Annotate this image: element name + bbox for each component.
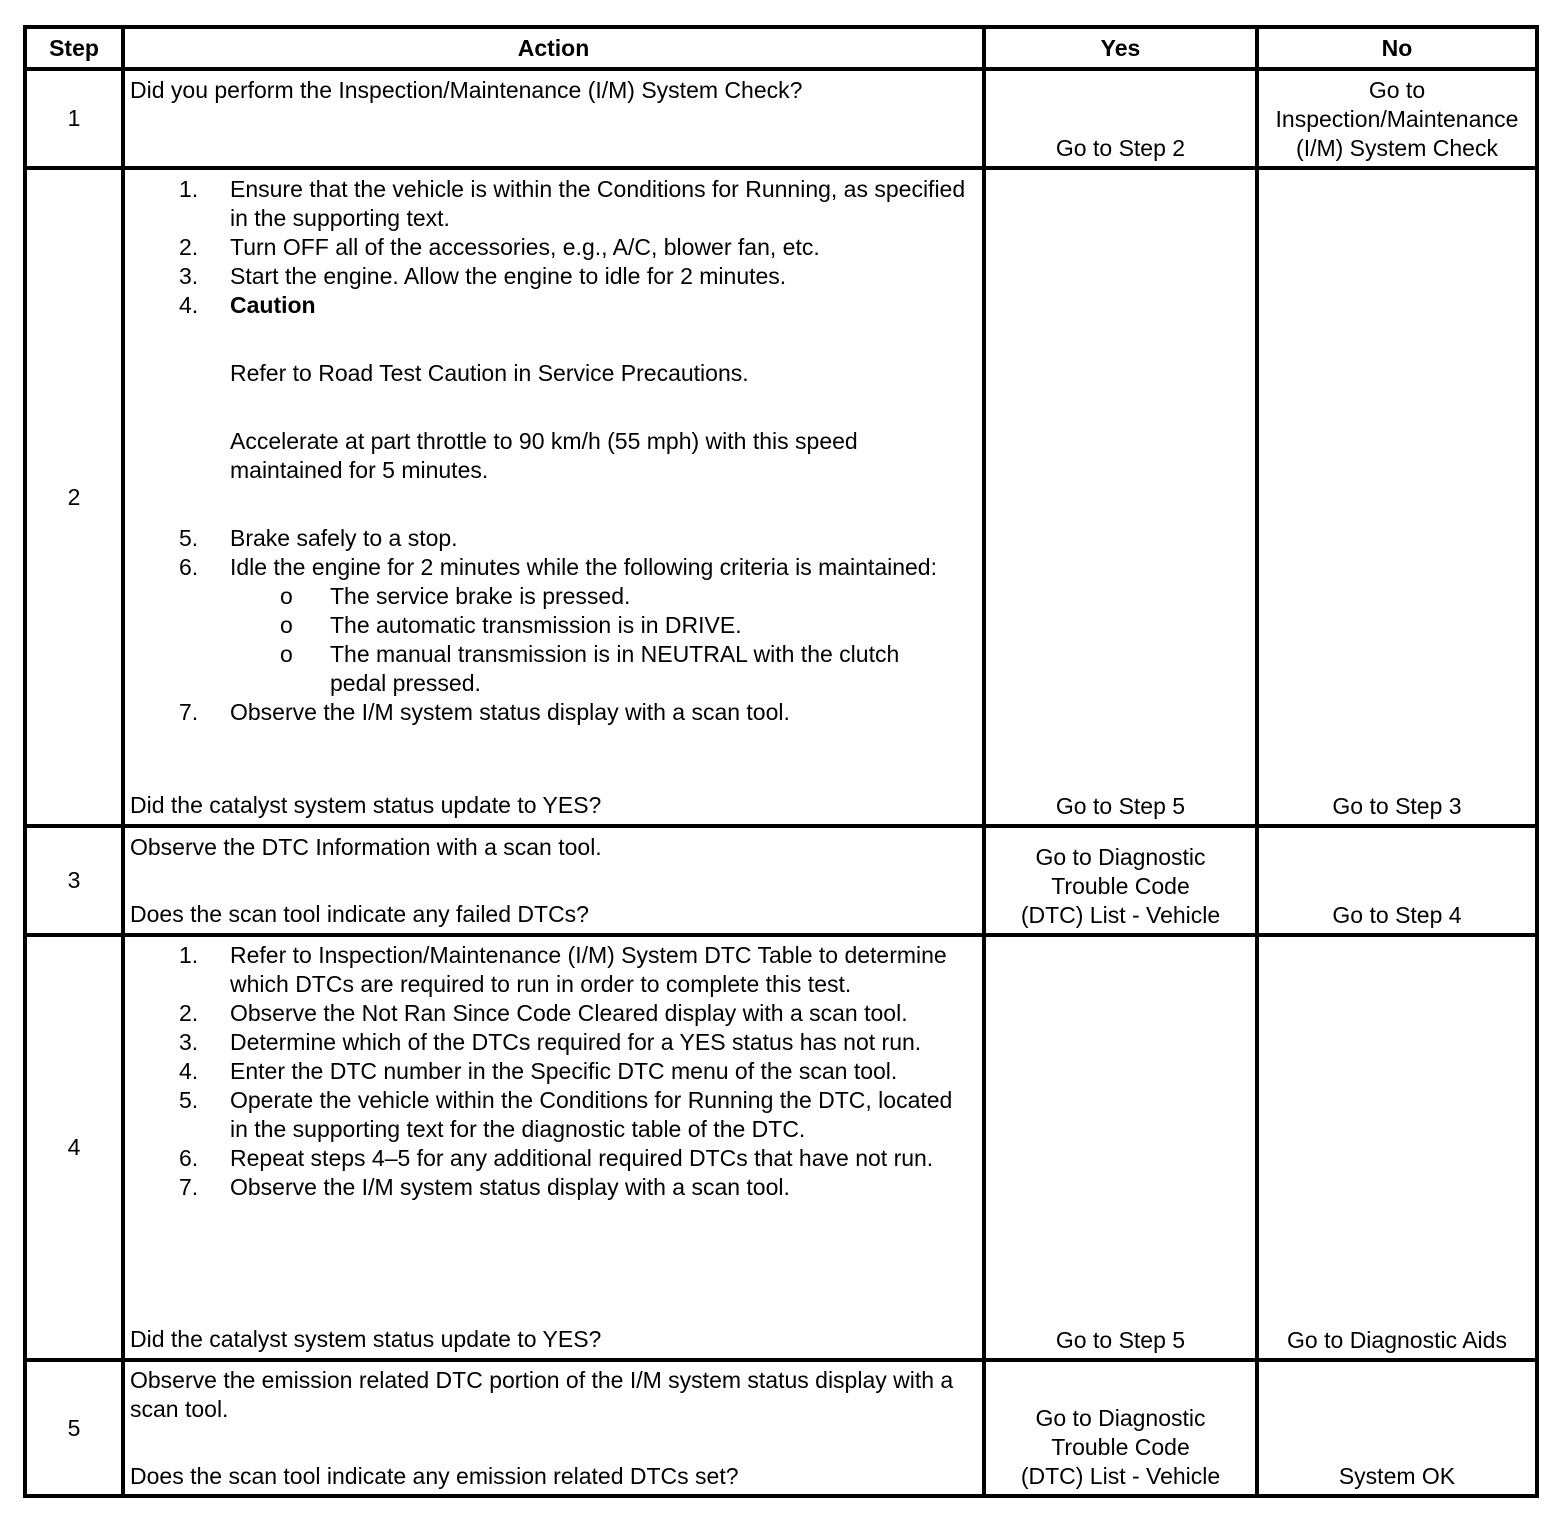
list-number: 3.: [179, 263, 199, 289]
action-question: Did the catalyst system status update to YES?: [130, 792, 602, 818]
list-item: [130, 999, 974, 1028]
no-cell: [1259, 71, 1535, 163]
list-item: [130, 524, 974, 553]
no-link[interactable]: Go to Diagnostic Aids: [1287, 1327, 1507, 1353]
header-step: Step: [49, 35, 99, 61]
no-link[interactable]: System OK: [1338, 1463, 1456, 1489]
list-item-text: Turn OFF all of the accessories, e.g., A/C, blower fan, etc.: [230, 234, 820, 260]
list-item: [130, 553, 974, 582]
action-instruction: Observe the DTC Information with a scan tool.: [130, 834, 602, 860]
yes-cell: [986, 170, 1255, 821]
list-number: 4.: [179, 292, 199, 318]
header-action: Action: [517, 35, 590, 61]
list-item-text: Repeat steps 4–5 for any additional required DTCs that have not run.: [230, 1145, 934, 1171]
list-item: [130, 233, 974, 262]
yes-link[interactable]: Go to Diagnostic Trouble Code (DTC) List - Vehicle: [1020, 844, 1221, 928]
list-item-text: Determine which of the DTCs required for a YES status has not run.: [230, 1029, 922, 1055]
list-number: 2.: [179, 234, 199, 260]
caution-text: Refer to Road Test Caution in Service Precautions.: [230, 360, 749, 386]
no-link[interactable]: Go to Step 3: [1332, 793, 1462, 819]
action-instruction: Observe the emission related DTC portion of the I/M system status display with a scan tool.: [130, 1367, 954, 1422]
step-number-text: 5: [67, 1414, 81, 1441]
sub-list-item: [130, 582, 974, 611]
list-number: 1.: [179, 176, 199, 202]
step-number: [27, 170, 121, 824]
header-no: No: [1381, 35, 1413, 61]
no-cell: [1259, 828, 1535, 930]
sub-item-text: The automatic transmission is in DRIVE.: [330, 612, 742, 638]
yes-cell: [1017, 828, 1224, 930]
no-cell: [1259, 170, 1535, 821]
accelerate-text: Accelerate at part throttle to 90 km/h (55 mph) with this speed maintained for 5 minutes.: [230, 428, 858, 483]
action-cell: [125, 175, 982, 727]
step-number-text: 4: [67, 1134, 81, 1160]
list-item-text: Ensure that the vehicle is within the Conditions for Running, as specified in the supporting text.: [230, 176, 966, 231]
list-item: [130, 1028, 974, 1057]
action-question: Does the scan tool indicate any failed DTCs?: [130, 901, 589, 927]
sub-item-text: The service brake is pressed.: [330, 583, 631, 609]
list-number: 4.: [179, 1058, 199, 1084]
caution-heading: Caution: [230, 292, 316, 318]
list-number: 1.: [179, 942, 199, 968]
list-item: [130, 291, 974, 320]
list-item: [130, 1173, 974, 1202]
list-item-text: Idle the engine for 2 minutes while the following criteria is maintained:: [230, 554, 937, 580]
sub-item-text: The manual transmission is in NEUTRAL with the clutch pedal pressed.: [330, 641, 900, 696]
list-number: 5.: [179, 525, 199, 551]
yes-link[interactable]: Go to Diagnostic Trouble Code (DTC) List - Vehicle: [1020, 1405, 1221, 1489]
list-item: [130, 262, 974, 291]
action-steps-list: [130, 941, 974, 1202]
list-number: 2.: [179, 1000, 199, 1026]
list-item-text: Enter the DTC number in the Specific DTC menu of the scan tool.: [230, 1058, 898, 1084]
list-item: [130, 941, 974, 999]
no-link[interactable]: Go to Inspection/Maintenance (I/M) System Check: [1275, 77, 1519, 161]
list-item: [130, 698, 974, 727]
step-number-text: 3: [67, 867, 81, 893]
yes-cell: [986, 71, 1255, 163]
list-number: 5.: [179, 1087, 199, 1113]
list-number: 6.: [179, 554, 199, 580]
action-steps-list: [130, 175, 974, 727]
list-number: 7.: [179, 1174, 199, 1200]
action-question: Did you perform the Inspection/Maintenance (I/M) System Check?: [130, 77, 803, 103]
yes-link[interactable]: Go to Step 5: [1055, 1327, 1186, 1353]
step-number-text: 1: [67, 105, 81, 131]
bullet-icon: o: [280, 583, 293, 609]
header-yes: Yes: [1100, 35, 1141, 61]
step-number: [27, 828, 121, 933]
action-question: Does the scan tool indicate any emission related DTCs set?: [130, 1463, 739, 1489]
bullet-icon: o: [280, 612, 293, 638]
list-item-text: Refer to Inspection/Maintenance (I/M) System DTC Table to determine which DTCs are required to run in order to complete this test.: [230, 942, 947, 997]
yes-link[interactable]: Go to Step 5: [1055, 793, 1186, 819]
step-number: [27, 71, 121, 166]
list-item-text: Observe the Not Ran Since Code Cleared display with a scan tool.: [230, 1000, 908, 1026]
list-item: [130, 1086, 974, 1144]
list-item-text: Observe the I/M system status display with a scan tool.: [230, 699, 790, 725]
sub-list-item: [130, 640, 974, 698]
list-item-text: Start the engine. Allow the engine to idle for 2 minutes.: [230, 263, 787, 289]
list-item-text: Brake safely to a stop.: [230, 525, 458, 551]
yes-cell: [1017, 1362, 1224, 1491]
sub-list-item: [130, 611, 974, 640]
list-number: 3.: [179, 1029, 199, 1055]
action-question: Did the catalyst system status update to YES?: [130, 1326, 602, 1352]
list-number: 7.: [179, 699, 199, 725]
step-number-text: 2: [67, 483, 81, 510]
list-item: [130, 1144, 974, 1173]
action-cell: [125, 941, 982, 1202]
list-item-text: Operate the vehicle within the Conditions for Running the DTC, located in the supporting text for the diagnostic table of the DTC.: [230, 1087, 953, 1142]
list-item-text: Observe the I/M system status display with a scan tool.: [230, 1174, 790, 1200]
yes-cell: [986, 937, 1255, 1355]
step-number: [27, 1362, 121, 1494]
diagnostic-table: [23, 25, 1539, 1498]
no-link[interactable]: Go to Step 4: [1332, 902, 1462, 928]
no-cell: [1259, 1362, 1535, 1491]
list-number: 6.: [179, 1145, 199, 1171]
list-item: [130, 175, 974, 233]
no-cell: [1259, 937, 1535, 1355]
list-item: [130, 1057, 974, 1086]
bullet-icon: o: [280, 641, 293, 667]
step-number: [27, 937, 121, 1358]
yes-link[interactable]: Go to Step 2: [1055, 135, 1186, 161]
